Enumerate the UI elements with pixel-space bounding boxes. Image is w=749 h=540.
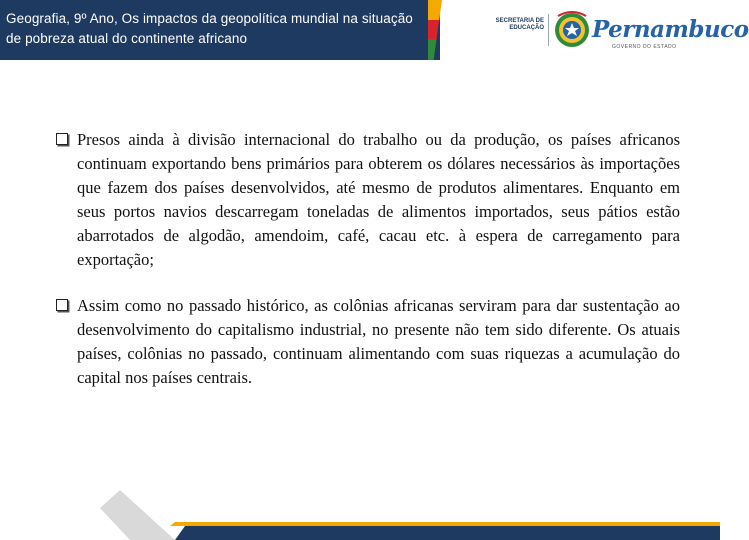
logo-divider: [548, 14, 549, 46]
checkbox-bullet-icon: [56, 299, 68, 311]
list-item: [56, 294, 680, 390]
slide-title: Geografia, 9º Ano, Os impactos da geopolítica mundial na situação de pobreza atual do continente africano: [6, 11, 413, 46]
bullet-text: Assim como no passado histórico, as colônias africanas serviram para dar sustentação ao desenvolvimento do capitalismo industrial, no presente não tem sido diferente. Os atuais países, colônias no passado, continuam alimentando com suas riquezas a acumulação do capital nos países centrais.: [77, 296, 680, 387]
pernambuco-logo: Pernambuco: [592, 16, 749, 43]
title-banner: [0, 0, 440, 60]
slide-header: [0, 0, 749, 60]
state-seal-icon: [552, 8, 592, 52]
slide-content: [56, 128, 680, 412]
logos-area: [488, 4, 749, 56]
footer-decoration: [0, 480, 720, 540]
checkbox-bullet-icon: [56, 133, 68, 145]
governo-tagline: GOVERNO DO ESTADO: [612, 44, 677, 50]
bullet-text: Presos ainda à divisão internacional do trabalho ou da produção, os países africanos continuam exportando bens primários para obterem os dólares necessários às importações que fazem dos países desenvolvidos, até mesmo de produtos alimentares. Enquanto em seus portos navios descarregam toneladas de alimentos importados, seus pátios estão abarrotados de algodão, amendoim, café, cacau etc. à espera de carregamento para exportação;: [77, 130, 680, 269]
list-item: [56, 128, 680, 272]
secretaria-logo-text: SECRETARIA DE EDUCAÇÃO: [495, 18, 544, 31]
